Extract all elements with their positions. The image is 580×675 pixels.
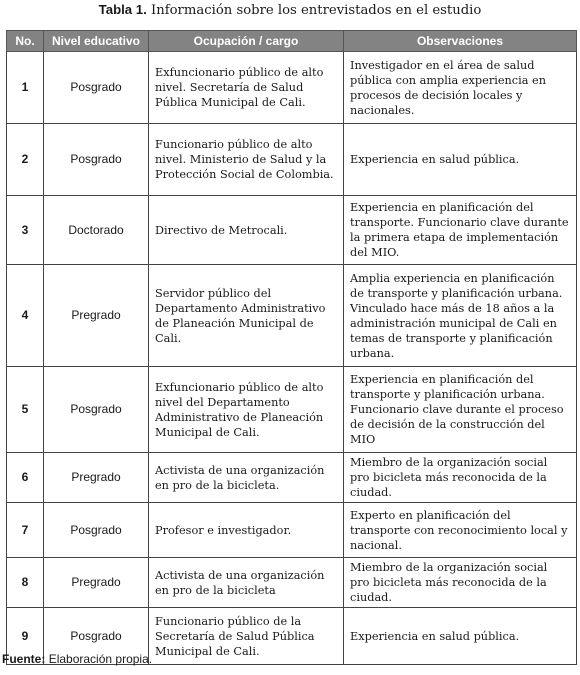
- row-number: 9: [7, 608, 44, 665]
- source-note: [2, 652, 152, 666]
- observations-cell: Experiencia en salud pública.: [344, 608, 577, 665]
- table-row: [7, 453, 577, 503]
- table-caption-text: Información sobre los entrevistados en el estudio: [151, 3, 482, 18]
- header-observations: Observaciones: [344, 31, 577, 52]
- observations-cell: Experiencia en planificación del transporte. Funcionario clave durante la primera etapa de implementación del MIO.: [344, 196, 577, 265]
- occupation-cell: Exfuncionario público de alto nivel del Departamento Administrativo de Planeación Municipal de Cali.: [149, 367, 344, 453]
- education-level-cell: Posgrado: [44, 503, 149, 558]
- table-row: [7, 367, 577, 453]
- education-level-cell: Pregrado: [44, 558, 149, 608]
- row-number: 8: [7, 558, 44, 608]
- occupation-cell: Activista de una organización en pro de la bicicleta.: [149, 453, 344, 503]
- row-number: 6: [7, 453, 44, 503]
- education-level-cell: Posgrado: [44, 608, 149, 665]
- occupation-cell: Servidor público del Departamento Administrativo de Planeación Municipal de Cali.: [149, 265, 344, 367]
- interviewees-table: [6, 30, 577, 665]
- occupation-cell: Exfuncionario público de alto nivel. Secretaría de Salud Pública Municipal de Cali.: [149, 52, 344, 124]
- observations-cell: Experiencia en planificación del transporte y planificación urbana. Funcionario clave durante el proceso de decisión de la construcción del MIO: [344, 367, 577, 453]
- observations-cell: Investigador en el área de salud pública con amplia experiencia en procesos de decisión locales y nacionales.: [344, 52, 577, 124]
- row-number: 5: [7, 367, 44, 453]
- row-number: 7: [7, 503, 44, 558]
- table-row: [7, 265, 577, 367]
- table-caption-label: Tabla 1.: [98, 2, 147, 17]
- row-number: 3: [7, 196, 44, 265]
- observations-cell: Experiencia en salud pública.: [344, 124, 577, 196]
- header-no: No.: [7, 31, 44, 52]
- table-row: [7, 52, 577, 124]
- table-header-row: [7, 31, 577, 52]
- source-text: Elaboración propia.: [48, 652, 153, 666]
- row-number: 2: [7, 124, 44, 196]
- table-caption: [0, 2, 580, 18]
- header-education-level: Nivel educativo: [44, 31, 149, 52]
- education-level-cell: Pregrado: [44, 453, 149, 503]
- header-occupation: Ocupación / cargo: [149, 31, 344, 52]
- occupation-cell: Activista de una organización en pro de la bicicleta: [149, 558, 344, 608]
- occupation-cell: Funcionario público de alto nivel. Ministerio de Salud y la Protección Social de Colombia.: [149, 124, 344, 196]
- occupation-cell: Funcionario público de la Secretaría de Salud Pública Municipal de Cali.: [149, 608, 344, 665]
- occupation-cell: Profesor e investigador.: [149, 503, 344, 558]
- education-level-cell: Posgrado: [44, 52, 149, 124]
- table-row: [7, 558, 577, 608]
- table-row: [7, 124, 577, 196]
- observations-cell: Experto en planificación del transporte con reconocimiento local y nacional.: [344, 503, 577, 558]
- education-level-cell: Posgrado: [44, 367, 149, 453]
- education-level-cell: Doctorado: [44, 196, 149, 265]
- observations-cell: Miembro de la organización social pro bicicleta más reconocida de la ciudad.: [344, 558, 577, 608]
- occupation-cell: Directivo de Metrocali.: [149, 196, 344, 265]
- table-row: [7, 503, 577, 558]
- education-level-cell: Pregrado: [44, 265, 149, 367]
- source-label: Fuente:: [2, 652, 46, 666]
- observations-cell: Miembro de la organización social pro bicicleta más reconocida de la ciudad.: [344, 453, 577, 503]
- education-level-cell: Posgrado: [44, 124, 149, 196]
- row-number: 4: [7, 265, 44, 367]
- observations-cell: Amplia experiencia en planificación de transporte y planificación urbana. Vinculado hace más de 18 años a la administración municipal de Cali en temas de transporte y planificación urbana.: [344, 265, 577, 367]
- row-number: 1: [7, 52, 44, 124]
- table-row: [7, 196, 577, 265]
